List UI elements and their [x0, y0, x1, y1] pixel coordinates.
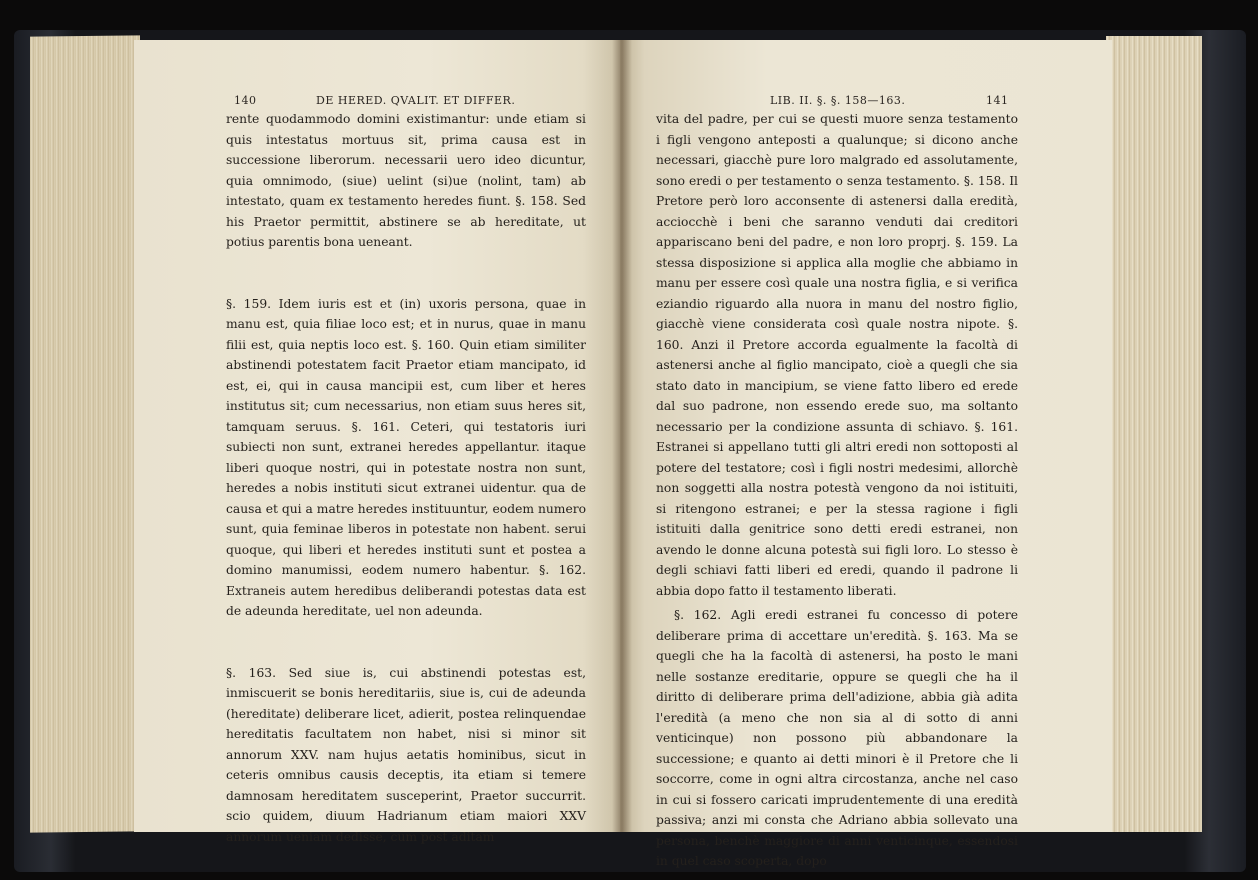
- paragraph: vita del padre, per cui se questi muore senza testamento i figli vengono anteposti a qualunque; si dicono anche necessari, giacchè pure loro malgrado ed assolutamente, sono eredi o per testamento o senza testamento. §. 158. Il Pretore però loro acconsente di astenersi dalla eredità, acciocchè i beni che saranno venduti dai creditori appariscano beni del padre, e non loro proprj. §. 159. La stessa disposizione si applica alla moglie che abbiamo in manu per essere così quale una nostra figlia, e si verifica eziandio riguardo alla nuora in manu del nostro figlio, giacchè viene considerata così quale nostra nipote. §. 160. Anzi il Pretore accorda egualmente la facoltà di astenersi anche al figlio mancipato, cioè a quegli che sia stato dato in mancipium, se viene fatto libero ed erede dal suo padrone, non essendo erede suo, ma soltanto necessario per la condizione assunta di schiavo. §. 161. Estranei si appellano tutti gli altri eredi non sottoposti al potere del testatore; così i figli nostri medesimi, allorchè non soggetti alla nostra potestà vengono da noi istituiti, si ritengono estranei; e per la stessa ragione i figli istituiti dalla genitrice sono detti eredi estranei, non avendo le donne alcuna potestà sui figli loro. Lo stesso è degli schiavi fatti liberi ed eredi, quando il padrone li abbia dopo fatto il testamento liberati.: [656, 112, 1018, 598]
- paragraph: §. 159. Idem iuris est et (in) uxoris persona, quae in manu est, quia filiae loco est; et in nurus, quae in manu filii est, quia neptis loco est. §. 160. Quin etiam similiter abstinendi potestatem facit Praetor etiam mancipato, id est, ei, qui in causa mancipii est, cum liber et heres institutus sit; cum necessarius, non etiam suus heres sit, tamquam seruus. §. 161. Ceteri, qui testatoris iuri subiecti non sunt, extranei heredes appellantur. itaque liberi quoque nostri, qui in potestate nostra non sunt, heredes a nobis instituti sicut extranei uidentur. qua de causa et qui a matre heredes instituuntur, eodem numero sunt, quia feminae liberos in potestate non habent. serui quoque, qui liberi et heredes instituti sunt et postea a domino manumissi, eodem numero habentur. §. 162. Extraneis autem heredibus deliberandi potestas data est de adeunda hereditate, uel non adeunda.: [226, 296, 586, 618]
- paragraph: rente quodammodo domini existimantur: unde etiam si quis intestatus mortuus sit, prima causa est in successione liberorum. necessarii uero ideo dicuntur, quia omnimodo, (siue) uelint (si)ue (nolint, tam) ab intestato, quam ex testamento heredes fiunt. §. 158. Sed his Praetor permittit, abstinere se ab hereditate, ut potius parentis bona ueneant.: [226, 112, 586, 249]
- page-block-right: [1106, 36, 1202, 832]
- paragraph: §. 163. Sed siue is, cui abstinendi potestas est, inmiscuerit se bonis hereditariis, siue is, cui de adeunda (hereditate) deliberare licet, adierit, postea relinquendae hereditatis facultatem non habet, nisi si minor sit annorum XXV. nam hujus aetatis hominibus, sicut in ceteris omnibus causis deceptis, ita etiam si temere damnosam hereditatem susceperint, Praetor succurrit. scio quidem, diuum Hadrianum etiam maiori XXV annorum ueniam dedisse, cum post aditam: [226, 665, 586, 844]
- paragraph: §. 162. Agli eredi estranei fu concesso di potere deliberare prima di accettare un'eredità. §. 163. Ma se quegli che ha la facoltà di astenersi, ha posto le mani nelle sostanze ereditarie, oppure se quegli che ha il diritto di deliberare prima dell'adizione, abbia già adita l'eredità (a meno che non sia al di sotto di anni venticinque) non possono più abbandonare la successione; e quanto ai detti minori è il Pretore che li soccorre, come in ogni altra circostanza, anche nel caso in cui si fossero caricati imprudentemente di una eredità passiva; anzi mi consta che Adriano abbia sollevato una persona, benchè maggiore di anni venticinque, essendosi in quel caso scoperta, dopo: [656, 608, 1018, 868]
- page-number: 141: [986, 94, 1009, 107]
- left-text-column: [226, 109, 586, 847]
- book-gutter: [612, 40, 632, 832]
- running-head: LIB. II. §. §. 158—163.: [770, 94, 906, 107]
- running-head: DE HERED. QVALIT. ET DIFFER.: [316, 94, 516, 107]
- page-number: 140: [234, 94, 257, 107]
- right-text-column: [656, 109, 1018, 872]
- page-block-left: [30, 35, 140, 832]
